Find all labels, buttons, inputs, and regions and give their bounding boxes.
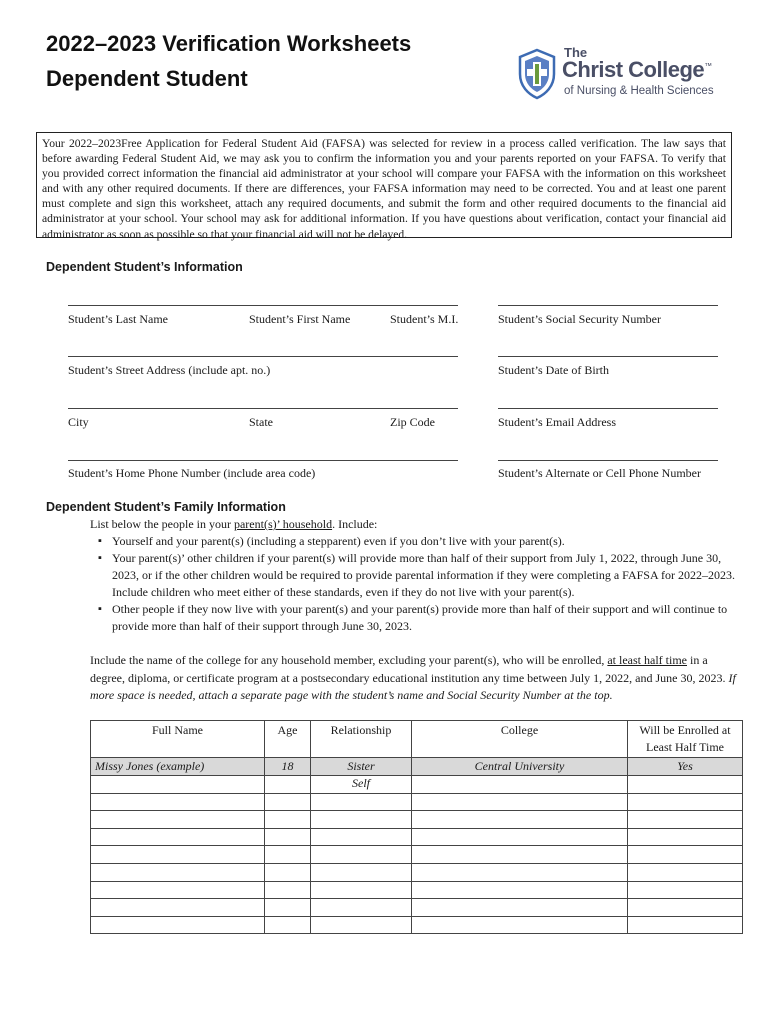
table-row-example (91, 758, 743, 776)
table-row[interactable] (91, 881, 743, 899)
page-title: 2022–2023 Verification Worksheets (46, 31, 412, 56)
family-bullets (90, 533, 736, 635)
cell-age[interactable] (265, 793, 311, 811)
cell-college[interactable] (412, 846, 628, 864)
cell-relationship[interactable] (311, 828, 412, 846)
cell-age[interactable] (265, 811, 311, 829)
first-name-label: Student’s First Name (249, 312, 351, 326)
table-row[interactable] (91, 899, 743, 917)
bullet-item: ▪ Yourself and your parent(s) (including a stepparent) even if you don’t live with your parent(s). (112, 533, 736, 550)
shield-cross-icon (516, 48, 558, 100)
cell-name[interactable] (91, 828, 265, 846)
logo-name-text: Christ College (562, 57, 705, 82)
table-row[interactable] (91, 916, 743, 934)
college-instructions: Include the name of the college for any household member, excluding your parent(s), who will be enrolled, at least half time in a degree, diploma, or certificate program at a postsecondary educational institution any time between July 1, 2022, and June 30, 2023. If more space is needed, attach a separate page with the student’s name and Social Security Number at the top. (90, 653, 736, 702)
cell-relationship[interactable] (311, 863, 412, 881)
header-college: College (412, 721, 628, 758)
cell-age[interactable] (265, 899, 311, 917)
cell-relationship[interactable] (311, 811, 412, 829)
intro-box: Your 2022–2023Free Application for Federal Student Aid (FAFSA) was selected for review in a process called verification. The law says that before awarding Federal Student Aid, we may ask you to confirm the information you and your parents reported on your FAFSA. To verify that you provided correct information the financial aid administrator at your school will compare your FAFSA with the information on this worksheet and with any other required documents. If there are differences, your FAFSA information may need to be corrected. You and at least one parent must complete and sign this worksheet, attach any required documents, and submit the form and other required documents to the financial aid administrator at your school. Your school may ask for additional information. If you have questions about verification, contact your financial aid administrator as soon as possible so that your financial aid will not be delayed. (36, 132, 732, 238)
cell-college[interactable] (412, 916, 628, 934)
cell-phone-label: Student’s Alternate or Cell Phone Number (498, 466, 701, 480)
table-row[interactable] (91, 793, 743, 811)
cell-age[interactable] (265, 916, 311, 934)
cell-relationship[interactable]: Self (311, 776, 412, 794)
bullet-item: ▪ Your parent(s)’ other children if your parent(s) will provide more than half of their support from July 1, 2022, through June 30, 2023, or if the other children would be required to provide parental information if they were completing a FAFSA for 2022–2023. Include children who meet either of these standards, even if they do not live with your parent(s). (112, 550, 736, 601)
cell-relationship[interactable] (311, 846, 412, 864)
table-header-row (91, 721, 743, 758)
cell-age: 18 (265, 758, 311, 776)
cell-relationship[interactable] (311, 899, 412, 917)
cell-enrolled[interactable] (628, 776, 743, 794)
cell-relationship[interactable] (311, 793, 412, 811)
family-instructions (90, 516, 736, 635)
zip-label: Zip Code (390, 415, 435, 429)
logo-subtitle: of Nursing & Health Sciences (564, 85, 714, 97)
cell-name[interactable] (91, 881, 265, 899)
cell-enrolled[interactable] (628, 863, 743, 881)
header-enrolled: Will be Enrolled at Least Half Time (628, 721, 743, 758)
header-relationship: Relationship (311, 721, 412, 758)
college-logo (516, 44, 726, 102)
cell-enrolled[interactable] (628, 811, 743, 829)
street-label: Student’s Street Address (include apt. no.) (68, 363, 271, 377)
family-lead: List below the people in your parent(s)’ household. Include: (90, 517, 378, 531)
email-label: Student’s Email Address (498, 415, 616, 429)
page-subtitle: Dependent Student (46, 66, 248, 91)
state-label: State (249, 415, 273, 429)
cell-name[interactable] (91, 776, 265, 794)
ssn-label: Student’s Social Security Number (498, 312, 661, 326)
table-row[interactable] (91, 811, 743, 829)
cell-enrolled[interactable] (628, 881, 743, 899)
logo-the: The (564, 45, 588, 60)
table-row[interactable] (91, 863, 743, 881)
cell-age[interactable] (265, 776, 311, 794)
cell-age[interactable] (265, 881, 311, 899)
household-table (90, 720, 743, 934)
cell-college[interactable] (412, 828, 628, 846)
street-line[interactable] (68, 356, 458, 357)
cell-relationship[interactable] (311, 916, 412, 934)
cell-name[interactable] (91, 811, 265, 829)
city-label: City (68, 415, 89, 429)
city-state-zip-line[interactable] (68, 408, 458, 409)
family-info-heading: Dependent Student’s Family Information (46, 500, 286, 514)
cell-college[interactable] (412, 881, 628, 899)
last-name-label: Student’s Last Name (68, 312, 168, 326)
cell-name[interactable] (91, 793, 265, 811)
cell-college[interactable] (412, 811, 628, 829)
cell-college: Central University (412, 758, 628, 776)
cell-age[interactable] (265, 863, 311, 881)
student-info-heading: Dependent Student’s Information (46, 260, 243, 274)
bullet-item: ▪ Other people if they now live with your parent(s) and your parent(s) provide more than half of their support and will continue to provide more than half of their support through June 30, 2023. (112, 601, 736, 635)
cell-college[interactable] (412, 793, 628, 811)
header-full-name: Full Name (91, 721, 265, 758)
logo-name (562, 57, 712, 83)
home-phone-line[interactable] (68, 460, 458, 461)
cell-enrolled[interactable] (628, 846, 743, 864)
cell-enrolled[interactable] (628, 828, 743, 846)
cell-relationship: Sister (311, 758, 412, 776)
cell-name: Missy Jones (example) (91, 758, 265, 776)
logo-tm: ™ (704, 61, 712, 71)
table-row[interactable] (91, 828, 743, 846)
header-age: Age (265, 721, 311, 758)
dob-line[interactable] (498, 356, 718, 357)
email-line[interactable] (498, 408, 718, 409)
ssn-line[interactable] (498, 305, 718, 306)
table-row[interactable] (91, 776, 743, 794)
cell-enrolled[interactable] (628, 899, 743, 917)
cell-name[interactable] (91, 899, 265, 917)
cell-age[interactable] (265, 846, 311, 864)
cell-relationship[interactable] (311, 881, 412, 899)
mi-label: Student’s M.I. (390, 312, 459, 326)
cell-college[interactable] (412, 899, 628, 917)
cell-name[interactable] (91, 846, 265, 864)
table-row[interactable] (91, 846, 743, 864)
cell-name[interactable] (91, 863, 265, 881)
name-line[interactable] (68, 305, 458, 306)
cell-phone-line[interactable] (498, 460, 718, 461)
cell-enrolled[interactable] (628, 916, 743, 934)
cell-enrolled[interactable] (628, 793, 743, 811)
cell-age[interactable] (265, 828, 311, 846)
cell-name[interactable] (91, 916, 265, 934)
cell-college[interactable] (412, 863, 628, 881)
dob-label: Student’s Date of Birth (498, 363, 609, 377)
cell-college[interactable] (412, 776, 628, 794)
home-phone-label: Student’s Home Phone Number (include area code) (68, 466, 316, 480)
cell-enrolled: Yes (628, 758, 743, 776)
